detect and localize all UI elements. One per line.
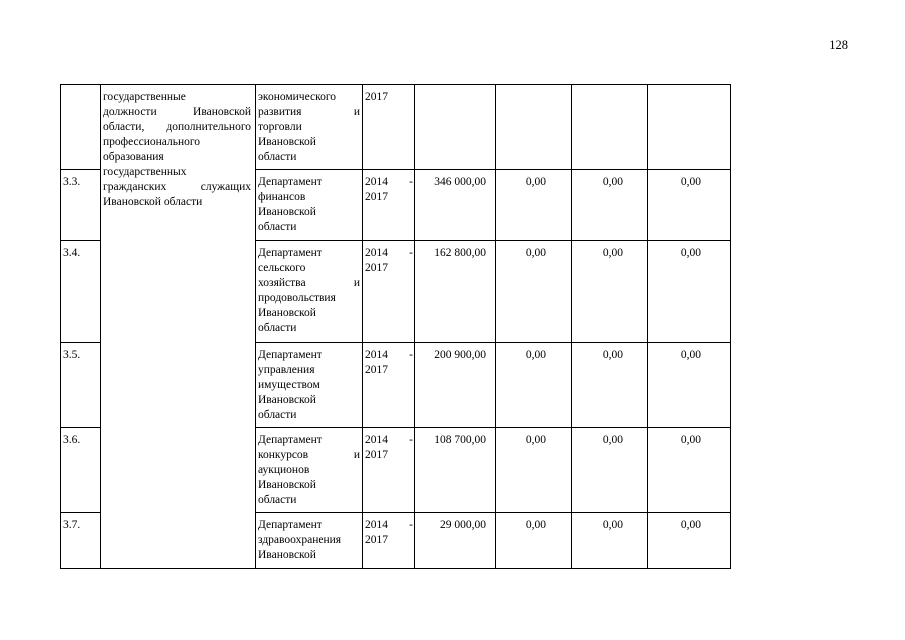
row-separator (255, 342, 731, 343)
text-line: государственные (103, 91, 186, 103)
text-line: аукционов (258, 464, 310, 476)
department-name (258, 433, 360, 508)
period-end: 2017 (365, 449, 388, 461)
amount-total: 162 800,00 (434, 247, 486, 259)
amount-total: 29 000,00 (440, 519, 486, 531)
text-line: Ивановской (258, 549, 316, 561)
text-line: Ивановской (258, 394, 316, 406)
table-border-right (730, 84, 731, 569)
amount-col4: 0,00 (680, 519, 701, 531)
text-line: области (258, 151, 297, 163)
amount-col2: 0,00 (525, 349, 546, 361)
text-line: Ивановской области (103, 196, 203, 208)
row-separator (60, 169, 101, 170)
text-line: здравоохранения (258, 534, 342, 546)
text-line: конкурсов и (258, 449, 360, 461)
text-line: Ивановской (258, 307, 316, 319)
table-divider-period (414, 84, 415, 569)
table-divider-dept (362, 84, 363, 569)
table-divider-code (100, 84, 101, 569)
amount-total: 346 000,00 (434, 176, 486, 188)
period-start: 2014 - (365, 349, 413, 361)
table-divider-name (255, 84, 256, 569)
department-name (258, 518, 360, 563)
text-line: гражданских служащих (103, 181, 251, 193)
row-separator (60, 427, 101, 428)
period-end: 2017 (365, 191, 388, 203)
text-line: Ивановской (258, 479, 316, 491)
program-name-cell (103, 90, 251, 210)
text-line: образования (103, 151, 164, 163)
page-number: 128 (829, 38, 848, 52)
amount-col3: 0,00 (602, 434, 623, 446)
row-code: 3.6. (63, 434, 81, 446)
amount-col4: 0,00 (680, 247, 701, 259)
table-divider-v3 (647, 84, 648, 569)
text-line: области (258, 221, 297, 233)
department-name (258, 246, 360, 336)
text-line: развития и (258, 106, 360, 118)
row-separator (255, 169, 731, 170)
row-separator (255, 240, 731, 241)
text-line: сельского (258, 262, 306, 274)
period (365, 246, 413, 276)
amount-col2: 0,00 (525, 519, 546, 531)
text-line: области (258, 409, 297, 421)
amount-total: 108 700,00 (434, 434, 486, 446)
table-border-top (60, 84, 731, 85)
department-name (258, 175, 360, 235)
row-separator (60, 512, 101, 513)
text-line: управления (258, 364, 315, 376)
row-code: 3.5. (63, 349, 81, 361)
period-end: 2017 (365, 534, 388, 546)
amount-col4: 0,00 (680, 349, 701, 361)
text-line: Департамент (258, 176, 322, 188)
row-code: 3.3. (63, 176, 81, 188)
text-line: области, дополнительного (103, 121, 251, 133)
text-line: продовольствия (258, 292, 336, 304)
text-line: профессионального (103, 136, 201, 148)
amount-total: 200 900,00 (434, 349, 486, 361)
text-line: торговли (258, 121, 302, 133)
row-code: 3.4. (63, 247, 81, 259)
row-separator (60, 342, 101, 343)
amount-col3: 0,00 (602, 349, 623, 361)
amount-col4: 0,00 (680, 434, 701, 446)
row-code: 3.7. (63, 519, 81, 531)
text-line: экономического (258, 91, 337, 103)
text-line: должности Ивановской (103, 106, 251, 118)
text-line: Департамент (258, 519, 322, 531)
row-separator (255, 512, 731, 513)
table-border-bottom (60, 568, 731, 569)
period (365, 518, 413, 548)
amount-col4: 0,00 (680, 176, 701, 188)
period (365, 433, 413, 463)
period-start: 2014 - (365, 176, 413, 188)
period-start: 2014 - (365, 247, 413, 259)
row-separator (60, 240, 101, 241)
text-line: хозяйства и (258, 277, 360, 289)
period-end: 2017 (365, 364, 388, 376)
text-line: Ивановской (258, 136, 316, 148)
table-divider-v2 (571, 84, 572, 569)
text-line: Департамент (258, 434, 322, 446)
amount-col2: 0,00 (525, 434, 546, 446)
amount-col3: 0,00 (602, 247, 623, 259)
amount-col3: 0,00 (602, 519, 623, 531)
amount-col3: 0,00 (602, 176, 623, 188)
text-line: Ивановской (258, 206, 316, 218)
period (365, 175, 413, 205)
text-line: государственных (103, 166, 187, 178)
top-row-department (258, 90, 360, 165)
department-name (258, 348, 360, 423)
text-line: финансов (258, 191, 306, 203)
row-separator (255, 427, 731, 428)
text-line: области (258, 494, 297, 506)
amount-col2: 0,00 (525, 247, 546, 259)
amount-col2: 0,00 (525, 176, 546, 188)
period-start: 2014 - (365, 434, 413, 446)
text-line: имуществом (258, 379, 320, 391)
table-divider-amount (495, 84, 496, 569)
period-start: 2014 - (365, 519, 413, 531)
period (365, 348, 413, 378)
text-line: области (258, 322, 297, 334)
table-border-left (60, 84, 61, 569)
text-line: Департамент (258, 349, 322, 361)
text-line: Департамент (258, 247, 322, 259)
top-row-period: 2017 (365, 91, 388, 103)
period-end: 2017 (365, 262, 388, 274)
